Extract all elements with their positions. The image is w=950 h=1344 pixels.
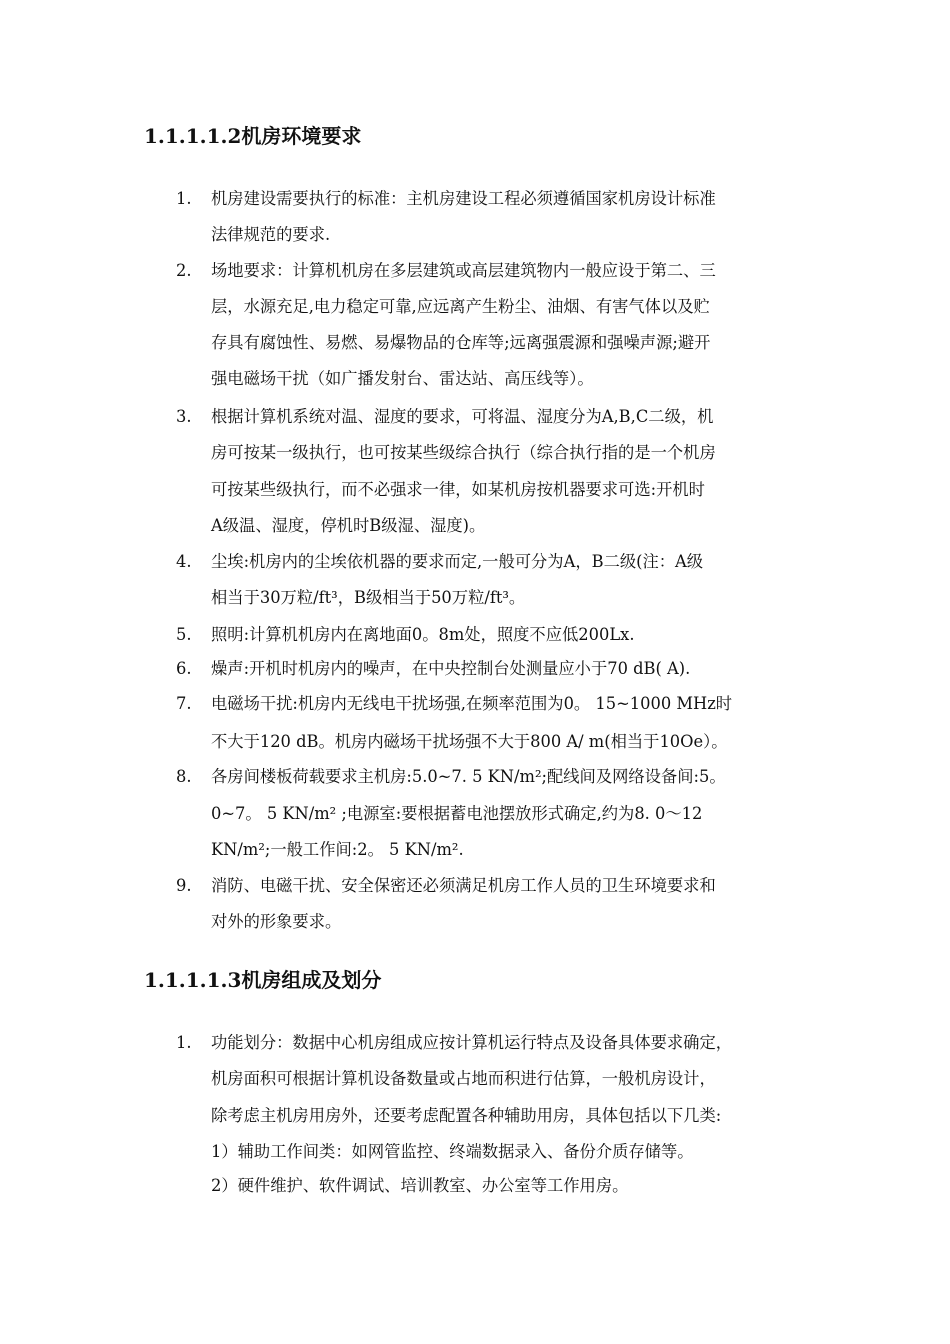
item-text-line: 机房面积可根据计算机设备数量或占地而积进行估算，一般机房设计， (211, 1069, 716, 1088)
item-number: 5. (176, 625, 192, 644)
item-text-line: 功能划分：数据中心机房组成应按计算机运行特点及设备具体要求确定， (211, 1033, 733, 1052)
item-number: 7. (176, 694, 192, 713)
item-text-line: KN/m²;一般工作间:2。 5 KN/m². (211, 840, 464, 859)
item-number: 2. (176, 261, 192, 280)
item-number: 4. (176, 552, 192, 571)
item-number: 9. (176, 876, 192, 895)
item-text-line: 强电磁场干扰（如广播发射台、雷达站、高压线等）。 (211, 369, 594, 388)
item-text-line: A级温、湿度，停机时B级湿、湿度)。 (211, 516, 486, 535)
item-text-line: 消防、电磁干扰、安全保密还必须满足机房工作人员的卫生环境要求和 (211, 876, 716, 895)
item-number: 8. (176, 767, 192, 786)
item-text-line: 各房间楼板荷载要求主机房:5.0~7. 5 KN/m²;配线间及网络设备间:5。 (211, 767, 726, 786)
section-heading-environment: 1.1.1.1.2机房环境要求 (144, 124, 362, 148)
item-text-line: 燥声:开机时机房内的噪声，在中央控制台处测量应小于70 dB( A). (211, 659, 691, 678)
item-text-line: 除考虑主机房用房外，还要考虑配置各种辅助用房，具体包括以下几类: (211, 1106, 722, 1125)
item-number: 1. (176, 1033, 192, 1052)
item-text-line: 1）辅助工作间类：如网管监控、终端数据录入、备份介质存储等。 (211, 1142, 694, 1161)
item-number: 3. (176, 407, 192, 426)
item-text-line: 尘埃:机房内的尘埃依机器的要求而定,一般可分为A，B二级(注：A级 (211, 552, 704, 571)
item-text-line: 照明:计算机机房内在离地面0。8m处，照度不应低200Lx. (211, 625, 635, 644)
item-text-line: 2）硬件维护、软件调试、培训教室、办公室等工作用房。 (211, 1176, 629, 1195)
item-text-line: 不大于120 dB。机房内磁场干扰场强不大于800 A/ m(相当于10Oe）。 (211, 732, 728, 751)
item-text-line: 对外的形象要求。 (211, 912, 342, 931)
section-heading-composition: 1.1.1.1.3机房组成及划分 (144, 968, 382, 992)
item-number: 1. (176, 189, 192, 208)
item-text-line: 电磁场干扰:机房内无线电干扰场强,在频率范围为0。 15~1000 MHz时 (211, 694, 733, 713)
item-number: 6. (176, 659, 192, 678)
item-text-line: 层，水源充足,电力稳定可靠,应远离产生粉尘、油烟、有害气体以及贮 (211, 297, 710, 316)
item-text-line: 0~7。 5 KN/m² ;电源室:要根据蓄电池摆放形式确定,约为8. 0～12 (211, 804, 703, 823)
item-text-line: 可按某些级执行，而不必强求一律，如某机房按机器要求可选:开机时 (211, 480, 705, 499)
item-text-line: 机房建设需要执行的标准：主机房建设工程必须遵循国家机房设计标准 (211, 189, 716, 208)
item-text-line: 存具有腐蚀性、易燃、易爆物品的仓库等;远离强震源和强噪声源;避开 (211, 333, 711, 352)
item-text-line: 相当于30万粒/ft³，B级相当于50万粒/ft³。 (211, 588, 526, 607)
item-text-line: 房可按某一级执行，也可按某些级综合执行（综合执行指的是一个机房 (211, 443, 716, 462)
item-text-line: 法律规范的要求. (211, 225, 331, 244)
item-text-line: 场地要求：计算机机房在多层建筑或高层建筑物内一般应设于第二、三 (211, 261, 716, 280)
item-text-line: 根据计算机系统对温、湿度的要求，可将温、湿度分为A,B,C二级，机 (211, 407, 714, 426)
